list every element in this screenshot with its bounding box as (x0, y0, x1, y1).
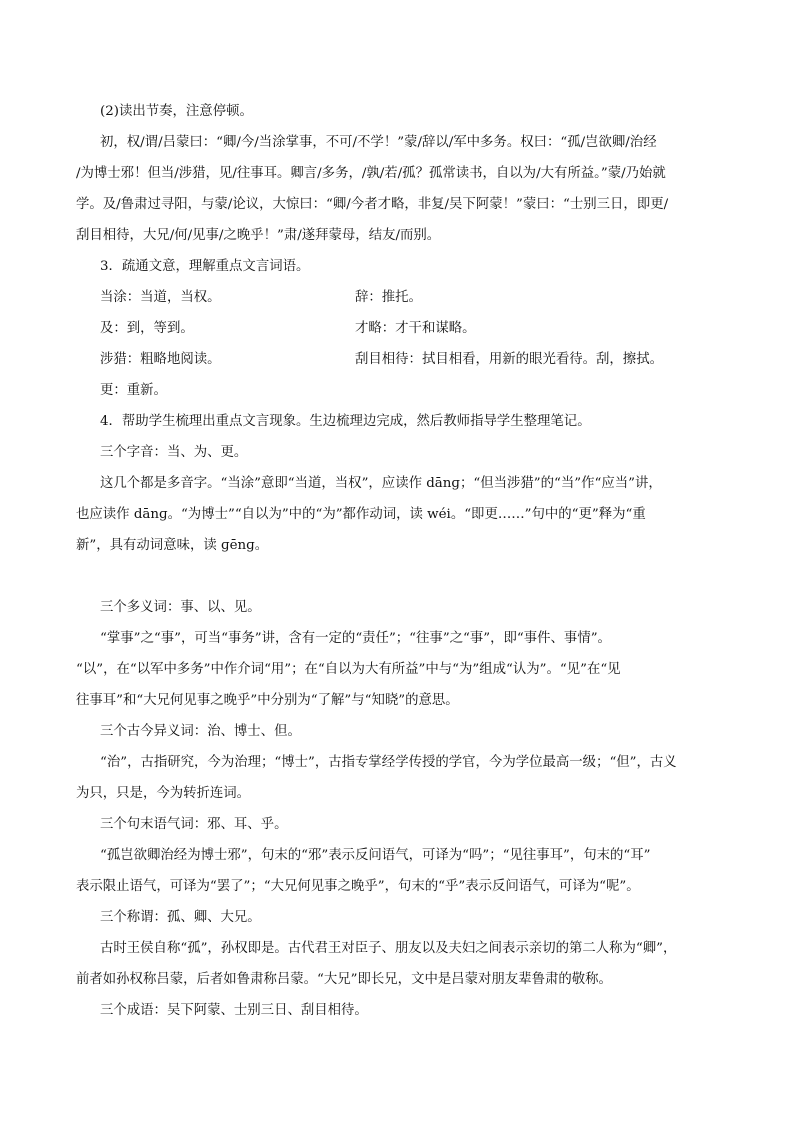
passage-line: 刮目相待，大兄/何/见事/之晚乎！”肃/遂拜蒙母，结友/而别。 (76, 228, 441, 243)
subheading-ancient-modern: 三个古今异义词：治、博士、但。 (100, 724, 301, 739)
paragraph-line: 也应读作 dānɡ。“为博士”“自以为”中的“为”都作动词，读 wéi。“即更……”句中的“更”释为“重 (76, 507, 646, 522)
subheading-idioms: 三个成语：吴下阿蒙、士别三日、刮目相待。 (100, 1003, 368, 1018)
passage-line: 学。及/鲁肃过寻阳，与蒙/论议，大惊曰：“卿/今者才略，非复/吴下阿蒙！”蒙曰：“士别三日，即更/ (76, 197, 669, 212)
section-heading-phenomena: 4．帮助学生梳理出重点文言现象。生边梳理边完成，然后教师指导学生整理笔记。 (100, 414, 591, 429)
passage-line: 初，权/谓/吕蒙曰：“卿/今/当涂掌事，不可/不学！”蒙/辞以/军中多务。权曰：“孤/岂欲卿/治经 (100, 135, 657, 150)
paragraph-line: “以”，在“以军中多务”中作介词“用”；在“自以为大有所益”中与“为”组成“认为”。“见”在“见 (76, 662, 621, 677)
glossary-term: 更：重新。 (100, 383, 167, 398)
glossary-term: 涉猎：粗略地阅读。 (100, 352, 221, 367)
paragraph-line: 前者如孙权称吕蒙，后者如鲁肃称吕蒙。“大兄”即长兄，文中是吕蒙对朋友辈鲁肃的敬称。 (76, 972, 612, 987)
subheading-appellations: 三个称谓：孤、卿、大兄。 (100, 910, 261, 925)
paragraph-line: 这几个都是多音字。“当涂”意即“当道，当权”，应读作 dānɡ；“但当涉猎”的“当”作“应当”讲， (100, 476, 662, 491)
paragraph-line: “治”，古指研究，今为治理；“博士”，古指专掌经学传授的学官，今为学位最高一级；“但”，古义 (100, 755, 677, 770)
glossary-term: 刮目相待：拭目相看，用新的眼光看待。刮，擦拭。 (355, 352, 663, 367)
glossary-term: 当涂：当道，当权。 (100, 290, 221, 305)
subheading-polysemy: 三个多义词：事、以、见。 (100, 600, 261, 615)
section-heading-rhythm: (2)读出节奏，注意停顿。 (100, 104, 253, 119)
paragraph-line: 为只，只是，今为转折连词。 (76, 786, 251, 801)
subheading-particles: 三个句末语气词：邪、耳、乎。 (100, 817, 288, 832)
glossary-term: 才略：才干和谋略。 (355, 321, 476, 336)
paragraph-line: 表示限止语气，可译为“罢了”；“大兄何见事之晚乎”，句末的“乎”表示反问语气，可译为“呢”。 (76, 879, 640, 894)
section-heading-vocabulary: 3．疏通文意，理解重点文言词语。 (100, 259, 310, 274)
paragraph-line: 往事耳”和“大兄何见事之晚乎”中分别为“了解”与“知晓”的意思。 (76, 693, 459, 708)
subheading-pronunciation: 三个字音：当、为、更。 (100, 445, 248, 460)
glossary-term: 及：到，等到。 (100, 321, 194, 336)
passage-line: /为博士邪！但当/涉猎，见/往事耳。卿言/多务，/孰/若/孤？孤常读书，自以为/大有所益。”蒙/乃始就 (76, 166, 666, 181)
paragraph-line: “掌事”之“事”，可当“事务”讲，含有一定的“责任”；“往事”之“事”，即“事件、事情”。 (100, 631, 611, 646)
paragraph-line: “孤岂欲卿治经为博士邪”，句末的“邪”表示反问语气，可译为“吗”；“见往事耳”，句末的“耳” (100, 848, 651, 863)
paragraph-line: 古时王侯自称“孤”，孙权即是。古代君王对臣子、朋友以及夫妇之间表示亲切的第二人称为“卿”， (100, 941, 677, 956)
paragraph-line: 新”，具有动词意味，读 ɡēnɡ。 (76, 538, 269, 553)
glossary-term: 辞：推托。 (355, 290, 422, 305)
